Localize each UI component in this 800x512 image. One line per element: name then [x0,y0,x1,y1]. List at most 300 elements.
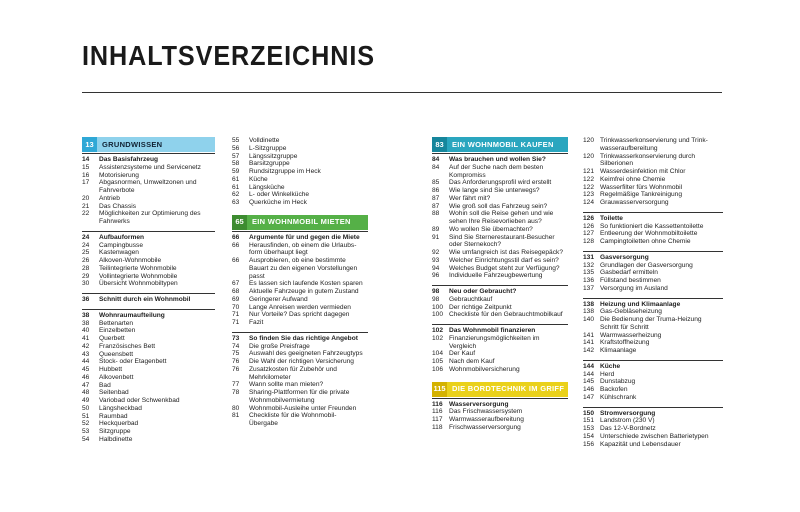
page-number: 144 [583,370,595,378]
page-number: 67 [232,280,240,288]
toc-entry[interactable] [432,257,568,265]
toc-entry[interactable] [232,420,368,428]
entry-title: Trinkwasserkonservierung und Trink- [600,137,708,144]
page-number: 62 [232,191,240,199]
entry-title: Individuelle Fahrzeugbewertung [449,272,543,280]
toc-entry[interactable] [432,265,568,273]
toc-entry[interactable] [583,324,723,332]
page-number: 24 [82,241,90,249]
toc-entry[interactable] [232,389,368,397]
entry-title: Motorisierung [99,171,139,179]
toc-entry[interactable] [232,296,368,304]
toc-entry[interactable] [232,257,368,265]
page-number: 38 [82,319,90,327]
page-number: 42 [82,342,90,350]
section-header[interactable] [432,382,568,397]
page-number: 44 [82,358,90,366]
toc-heading-entry[interactable] [232,231,368,242]
page-number: 156 [583,440,595,448]
toc-entry[interactable] [82,320,215,328]
page-number: 93 [432,256,440,264]
toc-entry[interactable] [583,386,723,394]
toc-heading-entry[interactable] [432,324,568,335]
title-rule [82,92,722,93]
toc-entry[interactable] [232,311,368,319]
page-number: 38 [82,311,90,319]
toc-entry[interactable] [432,226,568,234]
section-title: GRUNDWISSEN [97,137,215,152]
page-number: 144 [583,362,595,370]
toc-entry[interactable] [82,420,215,428]
entry-title: Ausprobieren, ob eine bestimmte [249,257,346,264]
toc-entry[interactable] [583,308,723,316]
page-number: 61 [232,183,240,191]
toc-entry[interactable] [82,265,215,273]
toc-entry[interactable] [232,381,368,389]
page-number: 124 [583,199,595,206]
toc-entry[interactable] [82,413,215,421]
page-number: 30 [82,280,90,288]
toc-entry[interactable] [432,366,568,374]
toc-entry[interactable] [583,425,723,433]
toc-entry[interactable] [232,350,368,358]
entry-title: Grundlagen der Gasversorgung [600,261,693,269]
page-number: 84 [432,156,440,163]
page-number [232,265,249,273]
toc-entry[interactable] [82,218,215,226]
entry-title: Sharing-Plattformen für die private [249,389,350,396]
page-number: 126 [583,214,595,222]
toc-entry[interactable] [82,172,215,180]
toc-entry[interactable] [432,358,568,366]
toc-entry[interactable] [232,405,368,413]
entry-title: Das Chassis [99,202,137,210]
toc-entry[interactable] [583,394,723,402]
section-page-number: 115 [432,382,447,397]
entry-title: Rundsitzgruppe im Heck [249,168,321,175]
toc-entry[interactable] [432,416,568,424]
toc-entry[interactable] [583,184,723,192]
section-title: EIN WOHNMOBIL MIETEN [247,215,368,230]
toc-entry[interactable] [82,358,215,366]
toc-entry[interactable] [432,343,568,351]
toc-entry[interactable] [82,428,215,436]
toc-entry[interactable] [82,242,215,250]
toc-entry[interactable] [432,408,568,416]
toc-entry[interactable] [583,285,723,293]
toc-entry[interactable] [583,230,723,238]
toc-entry[interactable] [232,374,368,382]
toc-entry[interactable] [82,335,215,343]
toc-entry[interactable] [232,280,368,288]
toc-heading-entry[interactable] [583,360,723,371]
page-number: 50 [82,404,90,412]
entry-title: Warmwasseraufbereitung [449,416,524,423]
page-number: 21 [82,202,90,210]
toc-entry[interactable] [583,238,723,246]
page-number: 76 [232,358,240,365]
entry-title: Herausfinden, ob einem die Urlaubs- [249,241,357,249]
page-number: 120 [583,152,595,160]
page-number: 46 [82,373,90,381]
toc-entry[interactable] [232,176,368,184]
page-number: 87 [432,194,440,202]
toc-entry[interactable] [583,316,723,324]
page-number: 25 [82,249,90,257]
toc-entry[interactable] [232,304,368,312]
entry-title: Wohin soll die Reise gehen und wie [449,210,554,218]
page-number: 84 [432,163,440,171]
entry-title: Französisches Bett [99,342,156,350]
page-number: 118 [432,423,443,431]
entry-title: Kompromiss [449,171,486,179]
entry-title: Abgasnormen, Umweltzonen und [99,179,197,187]
entry-title: Wie lange sind Sie unterwegs? [449,187,540,194]
section-title: EIN WOHNMOBIL KAUFEN [447,137,568,152]
section-header[interactable] [432,137,568,152]
toc-entry[interactable] [82,210,215,218]
section-header[interactable] [232,215,368,230]
toc-entry[interactable] [432,335,568,343]
page-number: 71 [232,319,240,326]
page-number: 96 [432,272,440,280]
page-title: INHALTSVERZEICHNIS [82,40,375,71]
toc-entry[interactable] [82,343,215,351]
page-number: 53 [82,428,90,435]
toc-entry[interactable] [232,160,368,168]
toc-entry[interactable] [82,249,215,257]
entry-title: Küche [600,362,621,370]
toc-entry[interactable] [583,347,723,355]
toc-entry[interactable] [232,273,368,281]
page-number: 71 [232,311,240,319]
entry-title: Assistenzsysteme und Servicenetz [99,163,201,171]
toc-entry[interactable] [583,378,723,386]
toc-entry[interactable] [232,265,368,273]
entry-title: Heckquerbad [99,420,139,428]
page-number [432,218,449,226]
toc-entry[interactable] [583,262,723,270]
entry-title: Neu oder Gebraucht? [449,288,517,295]
page-number: 63 [232,199,240,206]
entry-title: Vollintegrierte Wohnmobile [99,272,178,280]
entry-title: Fazit [249,319,264,326]
toc-entry[interactable] [82,280,215,288]
page-number: 146 [583,386,595,393]
entry-title: Entleerung der Wohnmobiltoilette [600,230,698,238]
toc-entry[interactable] [432,350,568,358]
entry-title: Einzelbetten [99,327,136,335]
toc-entry[interactable] [82,366,215,374]
entry-title: Checkliste für den Gebrauchtmobilkauf [449,311,563,319]
page-number: 36 [82,296,90,303]
entry-title: Querbett [99,335,125,342]
entry-title: Campingbusse [99,241,143,249]
entry-title: Unterschiede zwischen Batterietypen [600,432,709,440]
toc-entry[interactable] [82,382,215,390]
entry-title: Bad [99,381,111,389]
entry-title: Auf der Suche nach dem besten [449,163,544,171]
toc-entry[interactable] [432,195,568,203]
entry-title: Trinkwasserkonservierung durch [600,152,696,160]
entry-title: Die Wahl der richtigen Versicherung [249,358,354,365]
toc-heading-entry[interactable] [583,212,723,223]
toc-entry[interactable] [583,441,723,449]
toc-entry[interactable] [232,358,368,366]
toc-entry[interactable] [432,203,568,211]
toc-entry[interactable] [583,153,723,161]
page-number: 141 [583,339,595,347]
toc-heading-entry[interactable] [82,231,215,242]
toc-entry[interactable] [583,137,723,145]
entry-title: Wie umfangreich ist das Reisegepäck? [449,249,563,256]
toc-entry[interactable] [583,332,723,340]
page-number: 127 [583,230,595,238]
toc-entry[interactable] [232,366,368,374]
entry-title: Nach dem Kauf [449,358,495,365]
toc-entry[interactable] [232,319,368,327]
entry-title: Silberionen [600,160,633,168]
page-number: 105 [432,358,444,365]
toc-entry[interactable] [583,277,723,285]
page-number: 87 [432,202,440,210]
toc-entry[interactable] [432,187,568,195]
toc-entry[interactable] [232,288,368,296]
toc-entry[interactable] [583,371,723,379]
toc-entry[interactable] [583,223,723,231]
page-number: 100 [432,303,444,311]
page-number: 68 [232,288,240,295]
entry-title: Hubbett [99,366,123,373]
toc-heading-entry[interactable] [82,293,215,304]
entry-title: L- oder Winkelküche [249,191,310,199]
toc-entry[interactable] [432,234,568,242]
toc-entry[interactable] [583,145,723,153]
toc-entry[interactable] [232,343,368,351]
page-number [583,160,600,168]
page-number: 102 [432,327,444,334]
page-number: 69 [232,295,240,303]
toc-column-3 [432,137,568,432]
page-number: 138 [583,300,595,308]
toc-entry[interactable] [232,145,368,153]
page-number [82,187,99,195]
entry-title: Längssitzgruppe [249,152,298,160]
toc-heading-entry[interactable] [583,298,723,309]
page-number: 17 [82,179,90,187]
entry-title: Das 12-V-Bordnetz [600,425,656,432]
entry-title: L-Sitzgruppe [249,144,287,152]
entry-title: Bettenarten [99,319,134,327]
toc-entry[interactable] [232,242,368,250]
toc-column-2 [232,137,368,428]
toc-entry[interactable] [583,199,723,207]
toc-entry[interactable] [232,153,368,161]
page-number: 47 [82,381,90,389]
page-number: 117 [432,416,443,423]
toc-heading-entry[interactable] [432,398,568,409]
page-number: 126 [583,222,595,230]
page-number: 78 [232,389,240,396]
entry-title: Übergabe [249,420,278,427]
toc-entry[interactable] [583,176,723,184]
entry-title: Barsitzgruppe [249,160,290,168]
toc-entry[interactable] [82,405,215,413]
entry-title: So finden Sie das richtige Angebot [249,334,358,342]
page-number: 142 [583,347,595,354]
entry-title: Das Basisfahrzeug [99,156,158,163]
page-number [432,343,449,351]
toc-entry[interactable] [82,327,215,335]
toc-heading-entry[interactable] [232,332,368,343]
toc-entry[interactable] [432,210,568,218]
page-number: 116 [432,408,443,416]
toc-entry[interactable] [82,397,215,405]
toc-entry[interactable] [82,257,215,265]
entry-title: Queensbett [99,350,134,358]
toc-entry[interactable] [232,249,368,257]
page-number: 66 [232,233,240,241]
toc-entry[interactable] [232,397,368,405]
entry-title: Schnitt durch ein Wohnmobil [99,296,191,303]
entry-title: Seitenbad [99,389,129,397]
toc-entry[interactable] [432,304,568,312]
toc-entry[interactable] [432,249,568,257]
entry-title: Vergleich [449,342,477,350]
entry-title: Kühlschrank [600,393,637,401]
toc-entry[interactable] [583,417,723,425]
toc-heading-entry[interactable] [583,251,723,262]
entry-title: Gebrauchtkauf [449,295,493,303]
page-number: 98 [432,295,440,303]
entry-title: Frischwasserversorgung [449,423,521,431]
toc-entry[interactable] [432,272,568,280]
toc-entry[interactable] [583,269,723,277]
page-number [232,273,249,281]
entry-title: Backofen [600,386,628,393]
page-number: 91 [432,233,440,241]
toc-entry[interactable] [82,436,215,444]
toc-entry[interactable] [583,339,723,347]
entry-title: Campingtoiletten ohne Chemie [600,238,691,245]
page-number: 104 [432,350,444,358]
section-header[interactable] [82,137,215,152]
toc-entry[interactable] [432,296,568,304]
page-number: 85 [432,179,440,187]
entry-title: Auswahl des geeigneten Fahrzeugtyps [249,350,363,358]
entry-title: wasseraufbereitung [600,144,658,152]
toc-entry[interactable] [82,374,215,382]
page-number: 59 [232,168,240,175]
toc-entry[interactable] [82,195,215,203]
entry-title: Nur Vorteile? Das spricht dagegen [249,311,350,319]
toc-entry[interactable] [232,191,368,199]
toc-entry[interactable] [432,311,568,319]
page-number [432,172,449,180]
toc-entry[interactable] [432,424,568,432]
toc-entry[interactable] [432,241,568,249]
toc-entry[interactable] [432,179,568,187]
toc-entry[interactable] [232,412,368,420]
page-number: 29 [82,272,90,280]
page-number [232,397,249,405]
toc-entry[interactable] [82,203,215,211]
toc-entry[interactable] [583,433,723,441]
toc-entry[interactable] [432,164,568,172]
entry-title: Wie groß soll das Fahrzeug sein? [449,202,548,210]
entry-title: Was brauchen und wollen Sie? [449,156,546,163]
toc-entry[interactable] [583,160,723,168]
page-number: 86 [432,187,440,194]
page-number: 145 [583,378,595,386]
toc-entry[interactable] [583,191,723,199]
entry-title: Welches Budget steht zur Verfügung? [449,264,560,272]
page-number: 70 [232,303,240,311]
entry-title: Wo wollen Sie übernachten? [449,225,533,233]
toc-heading-entry[interactable] [583,407,723,418]
entry-title: So funktioniert die Kassettentoilette [600,222,704,230]
page-number: 136 [583,277,595,284]
toc-heading-entry[interactable] [82,153,215,164]
page-number: 122 [583,183,595,191]
page-number: 88 [432,210,440,218]
toc-entry[interactable] [432,172,568,180]
toc-heading-entry[interactable] [432,153,568,164]
page-number: 122 [583,175,595,183]
toc-entry[interactable] [232,184,368,192]
page-number: 41 [82,335,90,342]
entry-title: Dunstabzug [600,378,636,386]
toc-entry[interactable] [232,199,368,207]
toc-entry[interactable] [82,187,215,195]
entry-title: Welcher Einrichtungsstil darf es sein? [449,256,559,264]
entry-title: Zusatzkosten für Zubehör und [249,365,337,373]
toc-heading-entry[interactable] [432,285,568,296]
page-number: 15 [82,163,90,171]
entry-title: Möglichkeiten zur Optimierung des [99,210,201,218]
entry-title: Teilintegrierte Wohnmobile [99,264,177,272]
page-number: 28 [82,264,90,272]
page-number: 54 [82,435,90,443]
page-number: 48 [82,389,90,397]
entry-title: Der Kauf [449,350,476,358]
entry-title: Gasbedarf ermitteln [600,269,658,277]
entry-title: Querküche im Heck [249,199,307,206]
entry-title: Halbdinette [99,435,133,443]
toc-entry[interactable] [82,389,215,397]
toc-entry[interactable] [82,164,215,172]
entry-title: Antrieb [99,194,120,202]
entry-title: Lange Anreisen werden vermieden [249,303,351,311]
toc-entry[interactable] [82,179,215,187]
toc-entry[interactable] [232,137,368,145]
toc-entry[interactable] [432,218,568,226]
page-number: 77 [232,381,240,389]
page-number: 94 [432,264,440,272]
entry-title: Sind Sie Sternerestaurant-Besucher [449,233,555,241]
entry-title: Der richtige Zeitpunkt [449,303,512,311]
entry-title: Das Wohnmobil finanzieren [449,327,536,334]
entry-title: Fahrverbote [99,187,135,194]
page-number: 58 [232,160,240,168]
entry-title: Argumente für und gegen die Miete [249,233,360,241]
page-number: 76 [232,365,240,373]
toc-entry[interactable] [82,351,215,359]
toc-entry[interactable] [583,168,723,176]
entry-title: Es lassen sich laufende Kosten sparen [249,280,363,288]
toc-heading-entry[interactable] [82,309,215,320]
toc-entry[interactable] [232,168,368,176]
